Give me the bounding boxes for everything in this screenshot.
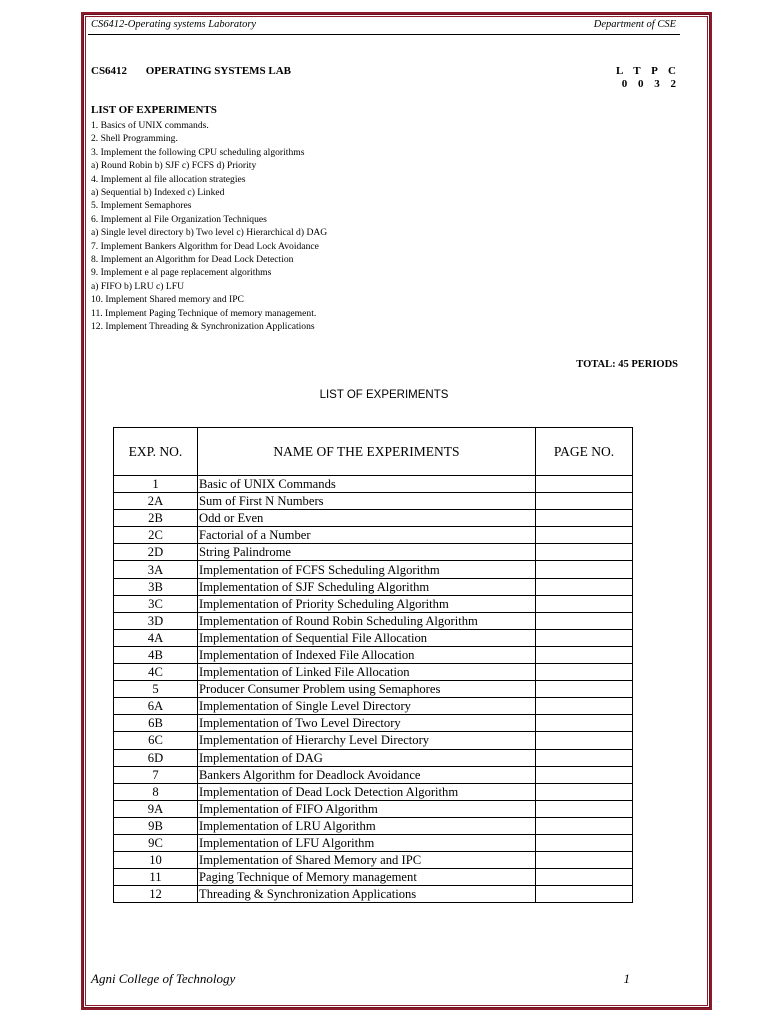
- page-number-cell: [536, 561, 633, 578]
- experiment-name-cell: Factorial of a Number: [198, 527, 536, 544]
- page-number-cell: [536, 544, 633, 561]
- experiment-name-cell: Implementation of Priority Scheduling Algorithm: [198, 595, 536, 612]
- experiment-name-cell: Implementation of Hierarchy Level Directory: [198, 732, 536, 749]
- page-number-cell: [536, 766, 633, 783]
- syllabus-item: 4. Implement al file allocation strategies: [91, 173, 246, 185]
- footer-page-number: 1: [623, 971, 630, 986]
- page-number-cell: [536, 715, 633, 732]
- experiment-name-cell: Odd or Even: [198, 510, 536, 527]
- ltpc-block: [616, 65, 680, 91]
- running-header-left: CS6412-Operating systems Laboratory: [91, 19, 257, 30]
- exp-number-cell: 6D: [114, 749, 198, 766]
- table-row: [114, 681, 633, 698]
- page-number-cell: [536, 834, 633, 851]
- course-code: CS6412: [91, 65, 128, 77]
- exp-number-cell: 11: [114, 869, 198, 886]
- syllabus-item: 7. Implement Bankers Algorithm for Dead Lock Avoidance: [91, 240, 319, 252]
- page-number-cell: [536, 800, 633, 817]
- exp-number-cell: 3C: [114, 595, 198, 612]
- exp-number-cell: 9B: [114, 817, 198, 834]
- experiment-name-cell: Threading & Synchronization Applications: [198, 886, 536, 903]
- syllabus-item: 3. Implement the following CPU scheduling algorithms: [91, 146, 305, 158]
- page-number-cell: [536, 749, 633, 766]
- table-row: [114, 544, 633, 561]
- table-row: [114, 561, 633, 578]
- syllabus-item: 1. Basics of UNIX commands.: [91, 120, 209, 131]
- exp-number-cell: 10: [114, 852, 198, 869]
- syllabus-item: a) Sequential b) Indexed c) Linked: [91, 187, 225, 199]
- header-exp-no: EXP. NO.: [114, 428, 198, 476]
- exp-number-cell: 3D: [114, 612, 198, 629]
- experiment-name-cell: Bankers Algorithm for Deadlock Avoidance: [198, 766, 536, 783]
- table-body: [114, 476, 633, 903]
- header-experiment-name: NAME OF THE EXPERIMENTS: [198, 428, 536, 476]
- table-row: [114, 766, 633, 783]
- table-row: [114, 886, 633, 903]
- experiments-table: [113, 427, 633, 903]
- page-number-cell: [536, 578, 633, 595]
- page-number-cell: [536, 783, 633, 800]
- page-number-cell: [536, 732, 633, 749]
- exp-number-cell: 8: [114, 783, 198, 800]
- experiment-name-cell: Implementation of Dead Lock Detection Algorithm: [198, 783, 536, 800]
- page-number-cell: [536, 869, 633, 886]
- syllabus-title: LIST OF EXPERIMENTS: [91, 104, 217, 116]
- experiment-name-cell: Basic of UNIX Commands: [198, 476, 536, 493]
- syllabus-item: 8. Implement an Algorithm for Dead Lock Detection: [91, 254, 294, 266]
- exp-number-cell: 9C: [114, 834, 198, 851]
- exp-number-cell: 4C: [114, 664, 198, 681]
- experiment-name-cell: Implementation of Indexed File Allocation: [198, 646, 536, 663]
- page-number-cell: [536, 852, 633, 869]
- experiment-name-cell: Implementation of Shared Memory and IPC: [198, 852, 536, 869]
- page-number-cell: [536, 664, 633, 681]
- table-row: [114, 834, 633, 851]
- syllabus-item: 10. Implement Shared memory and IPC: [91, 294, 244, 306]
- experiment-name-cell: Implementation of LRU Algorithm: [198, 817, 536, 834]
- experiment-name-cell: Implementation of FCFS Scheduling Algorithm: [198, 561, 536, 578]
- exp-number-cell: 9A: [114, 800, 198, 817]
- experiment-name-cell: Implementation of DAG: [198, 749, 536, 766]
- table-row: [114, 493, 633, 510]
- experiment-name-cell: Implementation of LFU Algorithm: [198, 834, 536, 851]
- syllabus-item: a) Round Robin b) SJF c) FCFS d) Priority: [91, 160, 257, 172]
- table-row: [114, 646, 633, 663]
- experiment-name-cell: Implementation of Single Level Directory: [198, 698, 536, 715]
- page-number-cell: [536, 493, 633, 510]
- exp-number-cell: 2D: [114, 544, 198, 561]
- table-row: [114, 476, 633, 493]
- syllabus-item: 2. Shell Programming.: [91, 133, 178, 145]
- ltpc-values: 0 0 3 2: [621, 78, 680, 90]
- syllabus-list: [91, 119, 327, 334]
- table-row: [114, 783, 633, 800]
- page-number-cell: [536, 476, 633, 493]
- experiment-name-cell: Implementation of FIFO Algorithm: [198, 800, 536, 817]
- header-rule: [88, 34, 680, 35]
- exp-number-cell: 6A: [114, 698, 198, 715]
- table-row: [114, 664, 633, 681]
- table-row: [114, 629, 633, 646]
- experiment-name-cell: Implementation of Two Level Directory: [198, 715, 536, 732]
- exp-number-cell: 6B: [114, 715, 198, 732]
- footer-college-name: Agni College of Technology: [91, 971, 236, 986]
- syllabus-item: 9. Implement e al page replacement algorithms: [91, 267, 272, 279]
- experiment-name-cell: Producer Consumer Problem using Semaphores: [198, 681, 536, 698]
- table-row: [114, 698, 633, 715]
- exp-number-cell: 4B: [114, 646, 198, 663]
- syllabus-item: 11. Implement Paging Technique of memory management.: [91, 307, 317, 319]
- table-row: [114, 869, 633, 886]
- exp-number-cell: 2B: [114, 510, 198, 527]
- experiment-name-cell: Paging Technique of Memory management: [198, 869, 536, 886]
- page-number-cell: [536, 595, 633, 612]
- total-periods: TOTAL: 45 PERIODS: [576, 359, 678, 370]
- experiment-name-cell: String Palindrome: [198, 544, 536, 561]
- exp-number-cell: 12: [114, 886, 198, 903]
- page-number-cell: [536, 527, 633, 544]
- page-number-cell: [536, 681, 633, 698]
- page-number-cell: [536, 817, 633, 834]
- table-row: [114, 612, 633, 629]
- table-row: [114, 817, 633, 834]
- syllabus-item: 5. Implement Semaphores: [91, 200, 192, 212]
- exp-number-cell: 2C: [114, 527, 198, 544]
- header-page-no: PAGE NO.: [536, 428, 633, 476]
- syllabus-item: 12. Implement Threading & Synchronization Applications: [91, 321, 315, 333]
- table-title: LIST OF EXPERIMENTS: [319, 389, 449, 401]
- table-row: [114, 732, 633, 749]
- course-name: OPERATING SYSTEMS LAB: [145, 65, 292, 77]
- experiment-name-cell: Implementation of Linked File Allocation: [198, 664, 536, 681]
- experiment-name-cell: Sum of First N Numbers: [198, 493, 536, 510]
- exp-number-cell: 3A: [114, 561, 198, 578]
- exp-number-cell: 2A: [114, 493, 198, 510]
- table-row: [114, 510, 633, 527]
- experiment-name-cell: Implementation of Sequential File Allocation: [198, 629, 536, 646]
- exp-number-cell: 7: [114, 766, 198, 783]
- table-row: [114, 527, 633, 544]
- table-row: [114, 715, 633, 732]
- table-row: [114, 749, 633, 766]
- table-row: [114, 852, 633, 869]
- exp-number-cell: 3B: [114, 578, 198, 595]
- syllabus-item: a) Single level directory b) Two level c) Hierarchical d) DAG: [91, 227, 328, 239]
- table-row: [114, 595, 633, 612]
- table-header-row: [114, 428, 633, 476]
- page-number-cell: [536, 510, 633, 527]
- exp-number-cell: 1: [114, 476, 198, 493]
- exp-number-cell: 4A: [114, 629, 198, 646]
- page-number-cell: [536, 698, 633, 715]
- page-number-cell: [536, 612, 633, 629]
- exp-number-cell: 6C: [114, 732, 198, 749]
- experiment-name-cell: Implementation of SJF Scheduling Algorithm: [198, 578, 536, 595]
- table-row: [114, 578, 633, 595]
- page-number-cell: [536, 886, 633, 903]
- page-number-cell: [536, 629, 633, 646]
- syllabus-item: a) FIFO b) LRU c) LFU: [91, 280, 184, 292]
- ltpc-labels: L T P C: [616, 65, 680, 77]
- table-row: [114, 800, 633, 817]
- exp-number-cell: 5: [114, 681, 198, 698]
- experiment-name-cell: Implementation of Round Robin Scheduling Algorithm: [198, 612, 536, 629]
- running-header-right: Department of CSE: [593, 19, 676, 30]
- page-number-cell: [536, 646, 633, 663]
- course-heading: [91, 65, 291, 77]
- syllabus-item: 6. Implement al File Organization Techniques: [91, 213, 267, 225]
